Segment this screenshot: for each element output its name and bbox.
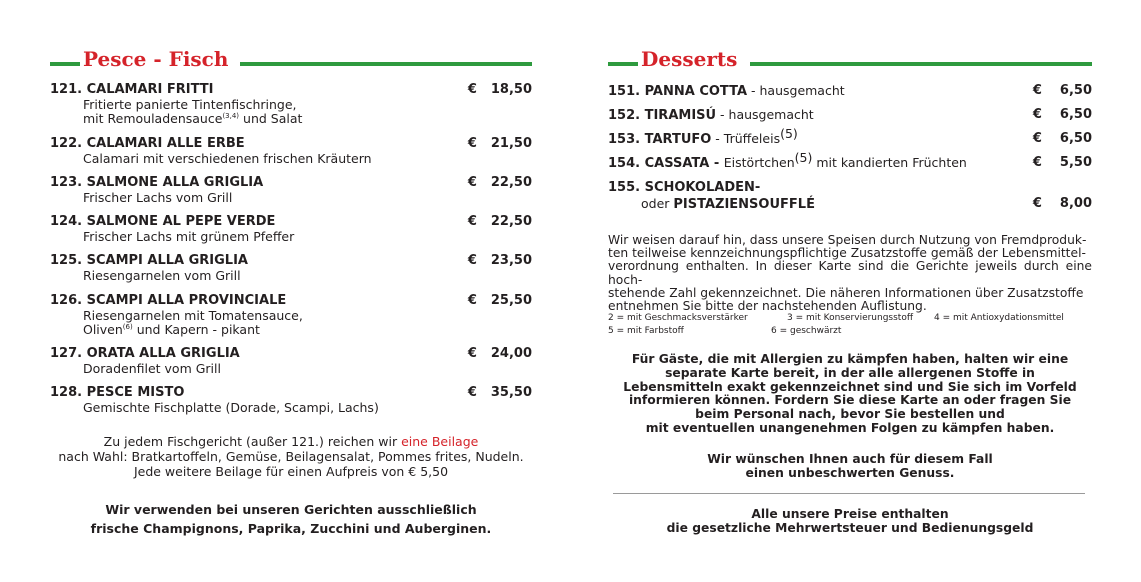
fish-section-title: Pesce - Fisch (83, 47, 229, 71)
item-description-2: Oliven$^{(6)}$ und Kapern - pikant (83, 322, 260, 337)
item-price: € 21,50 (467, 136, 532, 151)
dessert-price: € 6,50 (1032, 83, 1092, 98)
item-description: Doradenfilet vom Grill (83, 361, 221, 376)
additives-notice (608, 234, 1092, 313)
menu-item (50, 214, 532, 244)
side-dish-highlight: eine Beilage (401, 434, 479, 449)
tax-line: Alle unsere Preise enthalten (751, 507, 949, 521)
menu-item (50, 82, 532, 126)
allergy-line: informieren können. Fordern Sie diese Karte an oder fragen Sie (628, 393, 1072, 408)
dessert-price: € 6,50 (1032, 131, 1092, 146)
notice-line: stehende Zahl gekennzeichnet. Die näheren Informationen über Zusatzstoffe (608, 285, 1084, 300)
dessert-item (608, 126, 1092, 148)
item-description: Frischer Lachs vom Grill (83, 190, 233, 205)
item-name: 127. ORATA ALLA GRIGLIA (50, 346, 240, 361)
dessert-name: 155. SCHOKOLADEN- (608, 180, 761, 195)
menu-item (50, 175, 532, 205)
menu-item (50, 253, 532, 283)
dessert-section-header (608, 47, 1092, 69)
header-line-left (608, 62, 638, 66)
fish-section-header (50, 47, 532, 69)
item-description: Gemischte Fischplatte (Dorade, Scampi, Lachs) (83, 400, 379, 415)
wish-note (608, 452, 1092, 480)
item-name: 124. SALMONE AL PEPE VERDE (50, 214, 276, 229)
dessert-price: € 6,50 (1032, 107, 1092, 122)
item-name: 126. SCAMPI ALLA PROVINCIALE (50, 293, 287, 308)
item-description: Fritierte panierte Tintenfischringe, (83, 97, 297, 112)
item-price: € 35,50 (467, 385, 532, 400)
item-price: € 23,50 (467, 253, 532, 268)
additives-list (608, 312, 1092, 338)
item-price: € 22,50 (467, 214, 532, 229)
item-description: Riesengarnelen mit Tomatensauce, (83, 308, 303, 323)
item-description: Frischer Lachs mit grünem Pfeffer (83, 229, 295, 244)
wish-line: Wir wünschen Ihnen auch für diesem Fall (707, 452, 993, 466)
additive-marker: (3,4) (222, 112, 240, 120)
additive-marker: (5) (794, 150, 813, 165)
item-price: € 25,50 (467, 293, 532, 308)
header-line-right (240, 62, 532, 66)
additive-marker: (5) (780, 126, 798, 141)
dessert-price: € 5,50 (1032, 155, 1092, 170)
item-name: 123. SALMONE ALLA GRIGLIA (50, 175, 264, 190)
item-name: 121. CALAMARI FRITTI (50, 82, 214, 97)
notice-line: verordnung enthalten. In dieser Karte sind die Gerichte jeweils durch eine hoch- (608, 259, 1092, 287)
dessert-name: 152. TIRAMISÚ - hausgemacht (608, 107, 814, 123)
notice-line: entnehmen Sie bitte der nachstehenden Auflistung. (608, 299, 927, 314)
dessert-item (608, 83, 1092, 100)
side-dish-note (50, 434, 532, 479)
additive-entry: 2 = mit Geschmacksverstärker (608, 313, 748, 323)
dessert-section-title: Desserts (641, 47, 738, 71)
dessert-name-2: oder PISTAZIENSOUFFLÉ (641, 196, 815, 212)
vegetable-note-line-1: Wir verwenden bei unseren Gerichten ausschließlich (105, 502, 477, 517)
allergy-line: Für Gäste, die mit Allergien zu kämpfen haben, halten wir eine (631, 352, 1069, 366)
menu-item (50, 136, 532, 166)
side-dish-line-2: nach Wahl: Bratkartoffeln, Gemüse, Beilagensalat, Pommes frites, Nudeln. (58, 449, 524, 464)
notice-line: ten teilweise kennzeichnungspflichtige Zusatzstoffe gemäß der Lebensmittel- (608, 246, 1086, 261)
allergy-line: Lebensmitteln exakt gekennzeichnet sind und Sie sich im Vorfeld (623, 379, 1077, 394)
dessert-name: 151. PANNA COTTA - hausgemacht (608, 83, 845, 99)
dessert-name: 153. TARTUFO - Trüffeleis$^{(5)}$ (608, 126, 798, 147)
tax-note (608, 507, 1092, 535)
additive-entry: 6 = geschwärzt (771, 326, 842, 336)
dessert-name: 154. CASSATA - Eistörtchen$^{(5)}$ mit kandierten Früchten (608, 150, 967, 171)
dessert-item (608, 180, 1092, 213)
side-dish-line-1: Zu jedem Fischgericht (außer 121.) reichen wir eine Beilage (103, 434, 479, 449)
additive-entry: 4 = mit Antioxydationsmittel (934, 313, 1064, 323)
header-line-left (50, 62, 80, 66)
additive-entry: 3 = mit Konservierungsstoff (787, 313, 914, 323)
dessert-item (608, 150, 1092, 172)
divider (613, 493, 1085, 494)
item-price: € 18,50 (467, 82, 532, 97)
notice-line: Wir weisen darauf hin, dass unsere Speisen durch Nutzung von Fremdproduk- (608, 233, 1087, 247)
vegetable-note-line-2: frische Champignons, Paprika, Zucchini und Auberginen. (90, 521, 492, 536)
allergy-line: beim Personal nach, bevor Sie bestellen und (695, 407, 1005, 422)
tax-line: die gesetzliche Mehrwertsteuer und Bedienungsgeld (666, 521, 1034, 535)
side-dish-line-3: Jede weitere Beilage für einen Aufpreis von € 5,50 (133, 464, 449, 479)
item-description: Calamari mit verschiedenen frischen Kräutern (83, 151, 372, 166)
vegetable-note (50, 500, 532, 538)
dessert-item (608, 107, 1092, 124)
item-name: 128. PESCE MISTO (50, 385, 185, 400)
item-description-2: mit Remouladensauce$^{(3,4)}$ und Salat (83, 111, 303, 126)
item-name: 122. CALAMARI ALLE ERBE (50, 136, 245, 151)
allergy-line: separate Karte bereit, in der alle allergenen Stoffe in (665, 365, 1035, 380)
additive-entry: 5 = mit Farbstoff (608, 326, 684, 336)
item-name: 125. SCAMPI ALLA GRIGLIA (50, 253, 248, 268)
menu-item (50, 385, 532, 415)
wish-line: einen unbeschwerten Genuss. (745, 466, 955, 480)
dessert-price: € 8,00 (1032, 196, 1092, 211)
menu-item (50, 346, 532, 376)
item-price: € 22,50 (467, 175, 532, 190)
header-line-right (750, 62, 1092, 66)
item-description: Riesengarnelen vom Grill (83, 268, 241, 283)
allergy-notice (608, 353, 1092, 436)
menu-item (50, 293, 532, 337)
additive-marker: (6) (122, 323, 133, 331)
item-price: € 24,00 (467, 346, 532, 361)
allergy-line: mit eventuellen unangenehmen Folgen zu kämpfen haben. (645, 420, 1055, 435)
